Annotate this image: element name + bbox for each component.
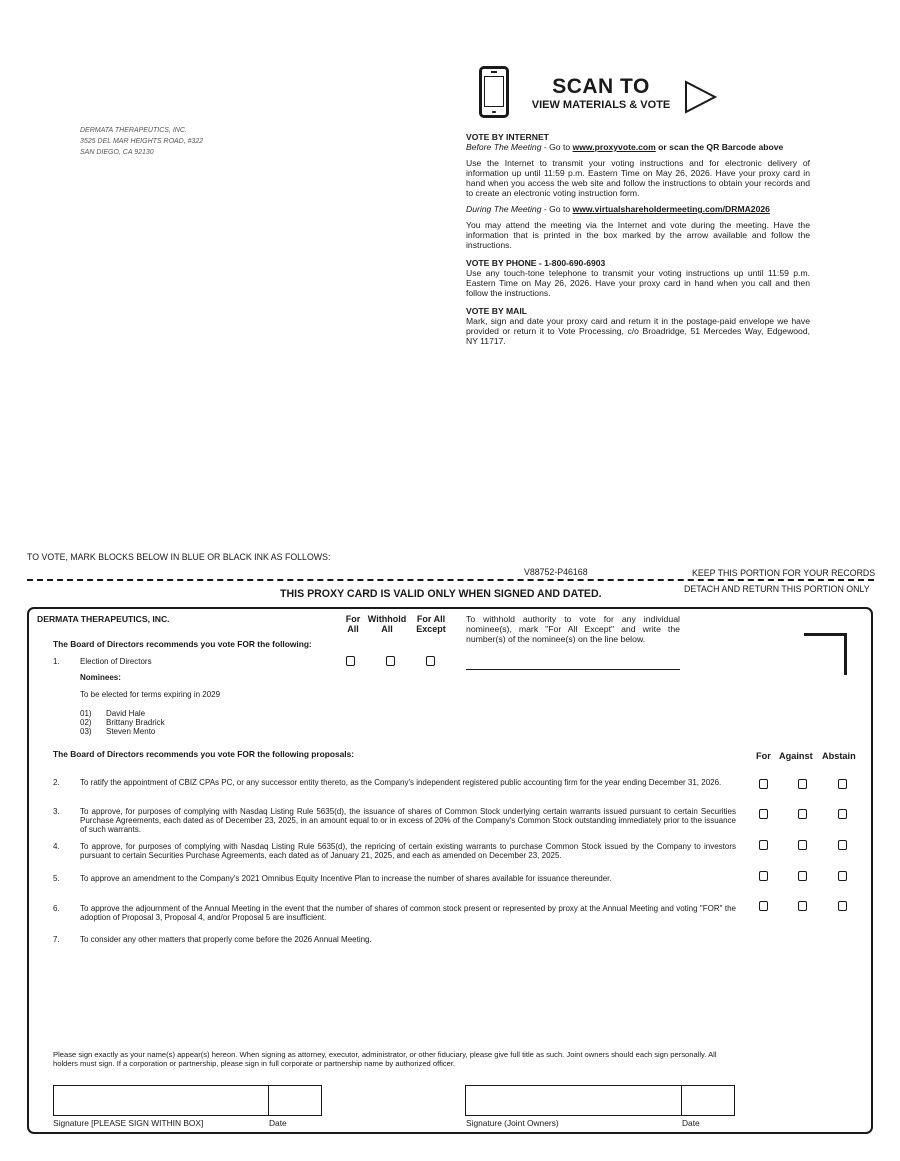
during-meeting-line: During The Meeting - Go to www.virtualshareholdermeeting.com/DRMA2026 (466, 204, 770, 214)
board-recommendation-directors: The Board of Directors recommends you vote FOR the following: (53, 639, 312, 649)
nominee-number: 02) (80, 718, 92, 727)
nominee-name: David Hale (106, 709, 146, 718)
address-line-1: DERMATA THERAPEUTICS, INC. (80, 127, 187, 134)
col-withhold-all: Withhold All (367, 614, 407, 634)
nominee-name: Steven Mento (106, 727, 156, 736)
voting-instructions (466, 132, 810, 346)
play-arrow-icon (684, 80, 718, 114)
ink-instruction: TO VOTE, MARK BLOCKS BELOW IN BLUE OR BLACK INK AS FOLLOWS: (27, 552, 331, 562)
election-of-directors: Election of Directors (80, 657, 152, 666)
proposal-3-against-checkbox[interactable] (798, 809, 807, 819)
term-text: To be elected for terms expiring in 2029 (80, 690, 221, 699)
mail-heading: VOTE BY MAIL (466, 306, 527, 316)
card-company-name: DERMATA THERAPEUTICS, INC. (37, 614, 170, 624)
proposal-number: 3. (53, 807, 60, 816)
col-for: For (756, 751, 771, 761)
proposal-6-against-checkbox[interactable] (798, 901, 807, 911)
proposal-5-abstain-checkbox[interactable] (838, 871, 847, 881)
address-line-2: 3525 DEL MAR HEIGHTS ROAD, #322 (80, 138, 204, 145)
proposal-number: 5. (53, 874, 60, 883)
nominees-label: Nominees: (80, 673, 121, 682)
during-meeting-label: During The Meeting (466, 204, 542, 214)
item-number: 1. (53, 657, 60, 666)
detach-line (27, 579, 874, 581)
during-body: You may attend the meeting via the Internet and vote during the meeting. Have the information that is printed in the box marked by the arrow available and follow the instructions. (466, 220, 810, 250)
proposal-6-abstain-checkbox[interactable] (838, 901, 847, 911)
proposal-text: To ratify the appointment of CBIZ CPAs PC, or any successor entity thereto, as the Company's independent registered public accounting firm for the year ending December 31, 2026. (80, 778, 722, 787)
proposal-text: To approve, for purposes of complying with Nasdaq Listing Rule 5635(d), the issuance of shares of Common Stock underlying certain warrants issued pursuant to certain Securities Purchase Agreements, each dated as of December 23, 2025, in an amount equal to or in excess of 20% of the Company's Common Stock outstanding immediately prior to the issuance of such warrants. (80, 807, 736, 834)
proposal-4-abstain-checkbox[interactable] (838, 840, 847, 850)
before-meeting-label: Before The Meeting (466, 142, 542, 152)
proposal-3-for-checkbox[interactable] (759, 809, 768, 819)
signing-instructions: Please sign exactly as your name(s) appear(s) hereon. When signing as attorney, executor, administrator, or other fiduciary, please give full title as such. Joint owners should each sign personally. All holders must sign. If a corporation or partnership, please sign in full corporate or partnership name by authorized officer. (53, 1050, 717, 1068)
validity-notice: THIS PROXY CARD IS VALID ONLY WHEN SIGNED AND DATED. (280, 588, 602, 600)
before-meeting-line: Before The Meeting - Go to www.proxyvote.com or scan the QR Barcode above (466, 142, 784, 152)
proposal-4-against-checkbox[interactable] (798, 840, 807, 850)
proposal-text: To consider any other matters that properly come before the 2026 Annual Meeting. (80, 935, 372, 944)
corner-mark (804, 633, 846, 636)
col-abstain: Abstain (822, 751, 856, 761)
proposal-2-for-checkbox[interactable] (759, 779, 768, 789)
proposal-6-for-checkbox[interactable] (759, 901, 768, 911)
checkbox-withhold-all[interactable] (386, 656, 395, 666)
nominee-exception-line[interactable] (466, 669, 680, 670)
col-for-all-except: For All Except (416, 614, 446, 634)
checkbox-for-all-except[interactable] (426, 656, 435, 666)
proposal-number: 6. (53, 904, 60, 913)
nominee-number: 03) (80, 727, 92, 736)
scan-subtitle: VIEW MATERIALS & VOTE (531, 99, 671, 111)
nominee-name: Brittany Bradrick (106, 718, 165, 727)
proposal-text: To approve an amendment to the Company's 2021 Omnibus Equity Incentive Plan to increase the number of shares available for issuance thereunder. (80, 874, 612, 883)
mailing-address (80, 125, 203, 158)
date-label: Date (269, 1118, 287, 1128)
signature-box[interactable] (53, 1085, 322, 1116)
withhold-instructions: To withhold authority to vote for any individual nominee(s), mark "For All Except" and write the number(s) of the nominee(s) on the line below. (466, 614, 680, 644)
internet-heading: VOTE BY INTERNET (466, 132, 549, 142)
joint-signature-date-divider (681, 1085, 682, 1116)
checkbox-for-all[interactable] (346, 656, 355, 666)
board-recommendation-proposals: The Board of Directors recommends you vote FOR the following proposals: (53, 749, 355, 759)
control-number: V88752-P46168 (524, 567, 588, 577)
joint-signature-label: Signature (Joint Owners) (466, 1118, 559, 1128)
proposal-5-against-checkbox[interactable] (798, 871, 807, 881)
signature-date-divider (268, 1085, 269, 1116)
nominee-number: 01) (80, 709, 92, 718)
proposal-2-against-checkbox[interactable] (798, 779, 807, 789)
smartphone-icon (479, 66, 509, 118)
proposal-5-for-checkbox[interactable] (759, 871, 768, 881)
scan-title: SCAN TO (552, 75, 650, 98)
proposal-3-abstain-checkbox[interactable] (838, 809, 847, 819)
phone-heading: VOTE BY PHONE - 1-800-690-6903 (466, 258, 606, 268)
proposal-number: 7. (53, 935, 60, 944)
proposal-text: To approve, for purposes of complying with Nasdaq Listing Rule 5635(d), the repricing of certain existing warrants to purchase Common Stock issued by the Company to investors pursuant to certain Securities Purchase Agreements, each dated as of January 21, 2025, and each as amended on December 23, 2025. (80, 842, 736, 860)
virtual-meeting-link[interactable]: www.virtualshareholdermeeting.com/DRMA2026 (572, 204, 770, 214)
joint-date-label: Date (682, 1118, 700, 1128)
detach-label: DETACH AND RETURN THIS PORTION ONLY (684, 584, 870, 594)
proposal-number: 2. (53, 778, 60, 787)
phone-body: Use any touch-tone telephone to transmit your voting instructions up until 11:59 p.m. Eastern Time on May 26, 2026. Have your proxy card in hand when you call and then follow the instructions. (466, 268, 810, 298)
joint-signature-box[interactable] (465, 1085, 735, 1116)
proxyvote-link[interactable]: www.proxyvote.com (572, 142, 656, 152)
mail-body: Mark, sign and date your proxy card and return it in the postage-paid envelope we have provided or return it to Vote Processing, c/o Broadridge, 51 Mercedes Way, Edgewood, NY 11717. (466, 316, 810, 346)
col-against: Against (779, 751, 813, 761)
internet-body: Use the Internet to transmit your voting instructions and for electronic delivery of information up until 11:59 p.m. Eastern Time on May 26, 2026. Have your proxy card in hand when you access the web site and follow the instructions to obtain your records and to create an electronic voting instruction form. (466, 158, 810, 198)
keep-portion-label: KEEP THIS PORTION FOR YOUR RECORDS (692, 568, 876, 578)
corner-mark (844, 633, 847, 675)
proposal-4-for-checkbox[interactable] (759, 840, 768, 850)
proposal-text: To approve the adjournment of the Annual Meeting in the event that the number of shares of common stock present or represented by proxy at the Annual Meeting and voting "FOR" the adoption of Proposal 3, Proposal 4, and/or Proposal 5 are insufficient. (80, 904, 736, 922)
col-for-all: For All (345, 614, 361, 634)
signature-label: Signature [PLEASE SIGN WITHIN BOX] (53, 1118, 204, 1128)
proposal-2-abstain-checkbox[interactable] (838, 779, 847, 789)
address-line-3: SAN DIEGO, CA 92130 (80, 149, 154, 156)
proposal-number: 4. (53, 842, 60, 851)
